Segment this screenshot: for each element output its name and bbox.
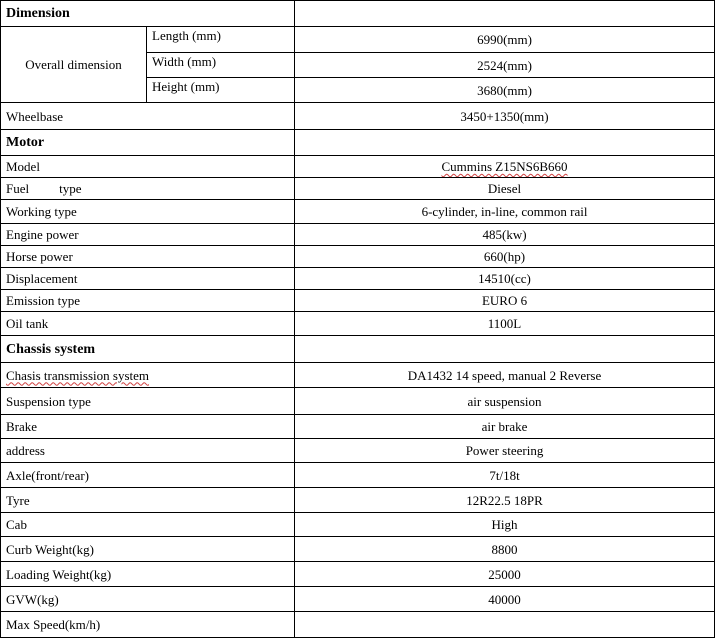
row-value: air suspension	[295, 388, 715, 415]
section-header-row	[1, 1, 715, 27]
section-title-motor: Motor	[1, 130, 295, 156]
row-value: 12R22.5 18PR	[295, 488, 715, 513]
row-label: Brake	[1, 415, 295, 439]
table-row	[1, 268, 715, 290]
fuel-label: Fuel	[6, 181, 30, 196]
row-value: 6-cylinder, in-line, common rail	[295, 200, 715, 224]
section-title-dimension: Dimension	[1, 1, 295, 27]
row-label: Height (mm)	[147, 78, 295, 103]
row-value: 7t/18t	[295, 463, 715, 488]
row-label: Axle(front/rear)	[1, 463, 295, 488]
row-value: 485(kw)	[295, 224, 715, 246]
table-row	[1, 463, 715, 488]
row-label: Length (mm)	[147, 27, 295, 53]
table-row	[1, 388, 715, 415]
row-value: 1100L	[295, 312, 715, 336]
row-value: 25000	[295, 562, 715, 587]
row-value	[295, 156, 715, 178]
table-row	[1, 562, 715, 587]
type-label: type	[59, 181, 82, 196]
row-value: 40000	[295, 587, 715, 612]
row-value: EURO 6	[295, 290, 715, 312]
table-row	[1, 178, 715, 200]
table-row	[1, 27, 715, 53]
row-label: address	[1, 439, 295, 463]
row-value: 8800	[295, 537, 715, 562]
row-value: 3450+1350(mm)	[295, 103, 715, 130]
table-row	[1, 312, 715, 336]
row-label: Horse power	[1, 246, 295, 268]
row-label: Suspension type	[1, 388, 295, 415]
table-row	[1, 439, 715, 463]
table-row	[1, 246, 715, 268]
row-label: Working type	[1, 200, 295, 224]
table-row	[1, 200, 715, 224]
row-value: Power steering	[295, 439, 715, 463]
table-row	[1, 612, 715, 638]
row-value: air brake	[295, 415, 715, 439]
section-header-row	[1, 130, 715, 156]
row-label: Model	[1, 156, 295, 178]
row-label: Oil tank	[1, 312, 295, 336]
row-label: Loading Weight(kg)	[1, 562, 295, 587]
row-label: Wheelbase	[1, 103, 295, 130]
row-value: DA1432 14 speed, manual 2 Reverse	[295, 363, 715, 388]
row-label: Width (mm)	[147, 53, 295, 78]
table-row	[1, 290, 715, 312]
row-label: Emission type	[1, 290, 295, 312]
row-label: Max Speed(km/h)	[1, 612, 295, 638]
table-row	[1, 156, 715, 178]
row-label	[1, 178, 295, 200]
row-label	[1, 363, 295, 388]
table-row	[1, 513, 715, 537]
row-value: 14510(cc)	[295, 268, 715, 290]
model-value: Cummins Z15NS6B660	[441, 159, 568, 174]
table-row	[1, 224, 715, 246]
row-label: Engine power	[1, 224, 295, 246]
table-row	[1, 363, 715, 388]
table-row	[1, 103, 715, 130]
row-label: GVW(kg)	[1, 587, 295, 612]
table-row	[1, 415, 715, 439]
transmission-label: Chasis transmission system	[6, 367, 150, 383]
row-value: 6990(mm)	[295, 27, 715, 53]
row-value: 3680(mm)	[295, 78, 715, 103]
section-header-row	[1, 336, 715, 363]
empty-cell	[295, 336, 715, 363]
row-label: Curb Weight(kg)	[1, 537, 295, 562]
row-value: High	[295, 513, 715, 537]
row-label: Cab	[1, 513, 295, 537]
row-label: Displacement	[1, 268, 295, 290]
empty-cell	[295, 130, 715, 156]
row-value: Diesel	[295, 178, 715, 200]
table-row	[1, 537, 715, 562]
row-value: 660(hp)	[295, 246, 715, 268]
table-row	[1, 488, 715, 513]
row-value: 2524(mm)	[295, 53, 715, 78]
empty-cell	[295, 1, 715, 27]
row-value	[295, 612, 715, 638]
table-row	[1, 587, 715, 612]
section-title-chassis: Chassis system	[1, 336, 295, 363]
overall-dimension-label: Overall dimension	[1, 27, 147, 103]
row-label: Tyre	[1, 488, 295, 513]
